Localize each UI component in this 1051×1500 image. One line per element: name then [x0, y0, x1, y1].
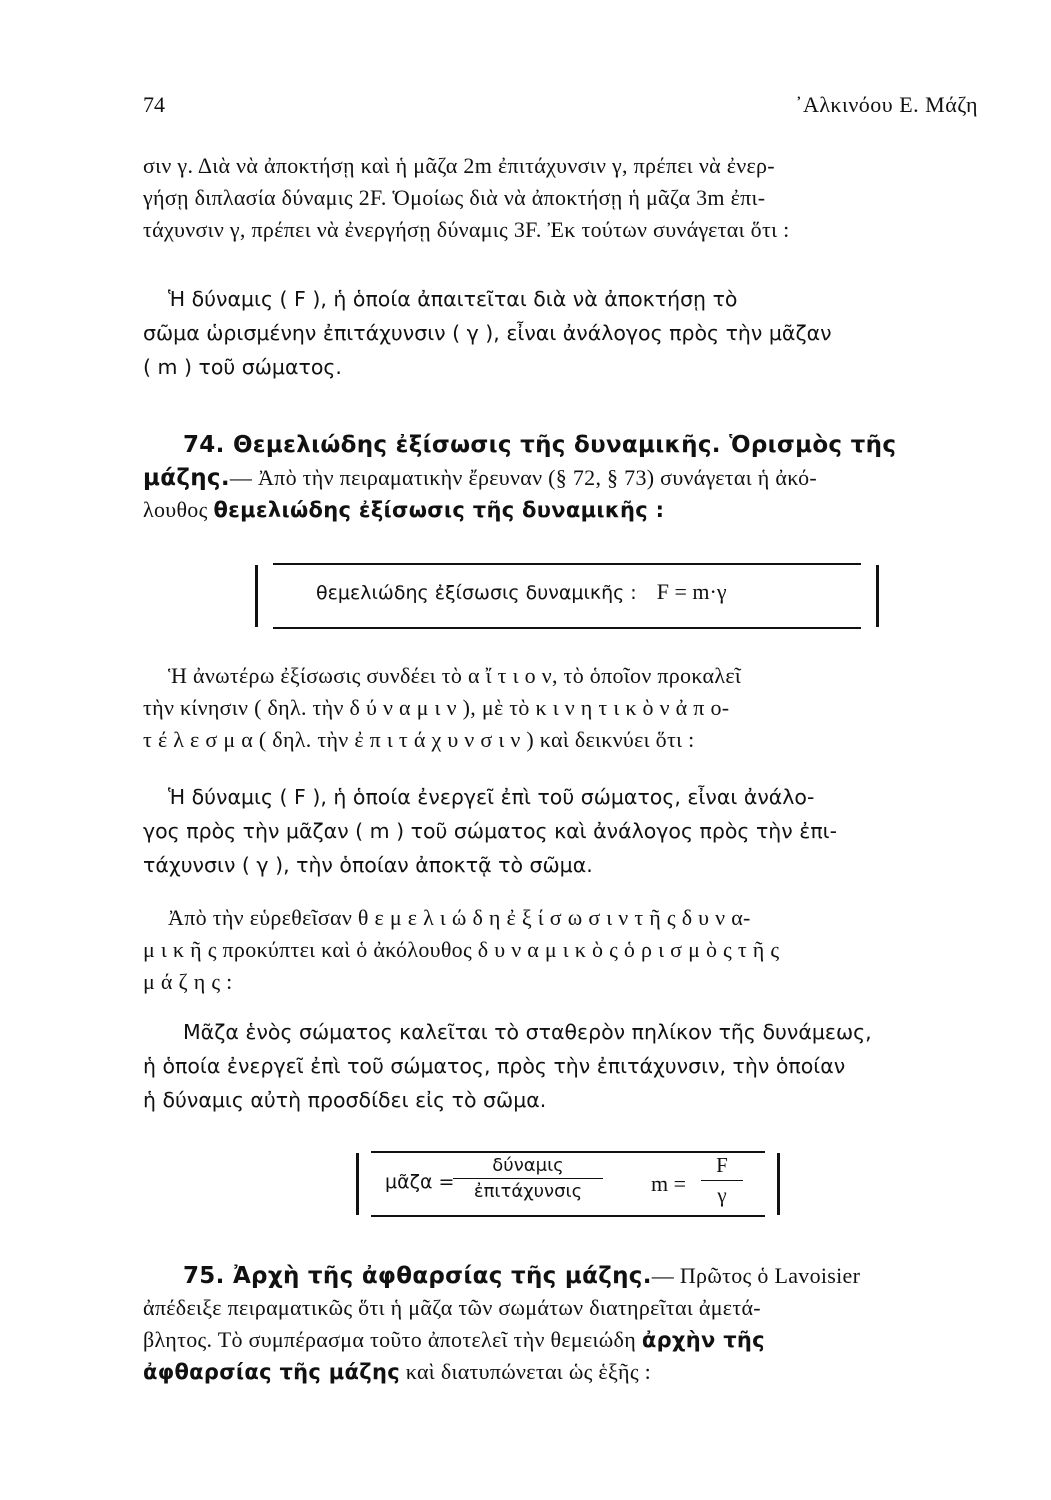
text-line: τὴν κίνησιν ( δηλ. τὴν δ ύ ν α μ ι ν ), μὲ τὸ κ ι ν η τ ι κ ὸ ν ἀ π ο- — [143, 695, 730, 720]
equation-box-fundamental — [255, 565, 879, 627]
text-line: σιν γ. Διὰ νὰ ἀποκτήσῃ καὶ ἡ μᾶζα 2m ἐπιτάχυνσιν γ, πρέπει νὰ ἐνερ- — [143, 153, 775, 178]
text-line: σῶμα ὡρισμένην ἐπιτάχυνσιν ( γ ), εἶναι ἀνάλογος πρὸς τὴν μᾶζαν — [143, 321, 832, 345]
text-line: Ἡ δύναμις ( F ), ἡ ὁποία ἐνεργεῖ ἐπὶ τοῦ σώματος, εἶναι ἀνάλο- — [168, 785, 815, 809]
text-line — [143, 1260, 978, 1292]
text-line — [143, 1324, 978, 1356]
text-line — [143, 462, 978, 494]
word-fraction — [453, 1155, 603, 1202]
text-line: ἡ ὁποία ἐνεργεῖ ἐπὶ τοῦ σώματος, πρὸς τὴν ἐπιτάχυνσιν, τὴν ὁποίαν — [143, 1054, 846, 1078]
section-heading: 74. Θεμελιώδης ἐξίσωσις τῆς δυναμικῆς. Ὁρισμὸς τῆς — [183, 432, 897, 458]
text-line: γος πρὸς τὴν μᾶζαν ( m ) τοῦ σώματος καὶ ἀνάλογος πρὸς τὴν ἐπι- — [143, 819, 838, 843]
mass-word-lhs: μᾶζα = — [385, 1171, 455, 1193]
equation-box-mass — [356, 1153, 780, 1215]
text-line: γήσῃ διπλασία δύναμις 2F. Ὁμοίως διὰ νὰ ἀποκτήσῃ ἡ μᾶζα 3m ἐπι- — [143, 185, 766, 210]
text-span: — Πρῶτος ὁ Lavoisier — [651, 1263, 861, 1288]
section-heading: 75. Ἀρχὴ τῆς ἀφθαρσίας τῆς μάζης. — [183, 1263, 652, 1289]
text-line — [143, 1356, 978, 1388]
mass-definition — [143, 1015, 978, 1117]
emphasis-term: θεμελιώδης ἐξίσωσις τῆς δυναμικῆς : — [213, 498, 665, 522]
symbol-fraction — [701, 1153, 743, 1208]
page-header — [143, 92, 978, 132]
intro-paragraph — [143, 150, 978, 246]
fraction-numerator: δύναμις — [492, 1155, 564, 1176]
text-line: μ ά ζ η ς : — [143, 969, 233, 994]
text-line: Ἡ δύναμις ( F ), ἡ ὁποία ἀπαιτεῖται διὰ νὰ ἀποκτήσῃ τὸ — [168, 287, 738, 311]
text-line — [143, 494, 978, 526]
text-span: λουθος — [143, 497, 208, 522]
section-74 — [143, 428, 978, 526]
text-line: τάχυνσιν γ, πρέπει νὰ ἐνεργήσῃ δύναμις 3F. Ἐκ τούτων συνάγεται ὅτι : — [143, 217, 790, 242]
text-line: Μᾶζα ἑνὸς σώματος καλεῖται τὸ σταθερὸν πηλίκον τῆς δυνάμεως, — [183, 1020, 872, 1044]
text-line: Ἀπὸ τὴν εὑρεθεῖσαν θ ε μ ε λ ι ώ δ η ἐ ξ ί σ ω σ ι ν τ ῆ ς δ υ ν α- — [168, 905, 751, 930]
text-line: τ έ λ ε σ μ α ( δηλ. τὴν ἐ π ι τ ά χ υ ν σ ι ν ) καὶ δεικνύει ὅτι : — [143, 727, 695, 752]
text-span: — Ἀπὸ τὴν πειραματικὴν ἔρευναν (§ 72, § 73) συνάγεται ἡ ἀκό- — [229, 465, 818, 490]
emphasis-term: ἀρχὴν τῆς — [641, 1328, 765, 1352]
section-heading-end: μάζης. — [143, 465, 230, 491]
emphasis-term: ἀφθαρσίας τῆς μάζης — [143, 1360, 400, 1384]
text-span: βλητος. Τὸ συμπέρασμα τοῦτο ἀποτελεῖ τὴν θεμειώδη — [143, 1327, 637, 1352]
text-span: καὶ διατυπώνεται ὡς ἑξῆς : — [405, 1359, 652, 1384]
equation-label: θεμελιώδης ἐξίσωσις δυναμικῆς : — [316, 582, 637, 604]
equation-content — [316, 579, 727, 605]
section-75 — [143, 1260, 978, 1388]
text-line: ( m ) τοῦ σώματος. — [143, 355, 342, 379]
fraction-bar — [701, 1180, 743, 1181]
page-number: 74 — [143, 92, 165, 117]
law-statement-2 — [143, 780, 978, 882]
text-line: Ἡ ἀνωτέρω ἐξίσωσις συνδέει τὸ α ἴ τ ι ο ν, τὸ ὁποῖον προκαλεῖ — [168, 663, 742, 688]
equation-formula: F = m·γ — [656, 579, 727, 604]
running-head: ᾿Αλκινόου Ε. Μάζη — [795, 92, 978, 117]
text-line: ἀπέδειξε πειραματικῶς ὅτι ἡ μᾶζα τῶν σωμάτων διατηρεῖται ἀμετά- — [143, 1295, 761, 1320]
explanation-paragraph — [143, 660, 978, 756]
text-line: τάχυνσιν ( γ ), τὴν ὁποίαν ἀποκτᾷ τὸ σῶμα. — [143, 853, 593, 877]
mass-symbol-lhs: m = — [651, 1171, 687, 1196]
fraction-denominator: ἐπιτάχυνσις — [473, 1181, 583, 1202]
fraction-numerator: F — [716, 1153, 728, 1177]
fraction-denominator: γ — [717, 1183, 727, 1207]
text-line: ἡ δύναμις αὐτὴ προσδίδει εἰς τὸ σῶμα. — [143, 1088, 547, 1112]
definition-intro-paragraph — [143, 902, 978, 998]
text-line: μ ι κ ῆ ς προκύπτει καὶ ὁ ἀκόλουθος δ υ ν α μ ι κ ὸ ς ὁ ρ ι σ μ ὸ ς τ ῆ ς — [143, 937, 780, 962]
law-statement-1 — [143, 282, 978, 384]
fraction-bar — [453, 1178, 603, 1179]
